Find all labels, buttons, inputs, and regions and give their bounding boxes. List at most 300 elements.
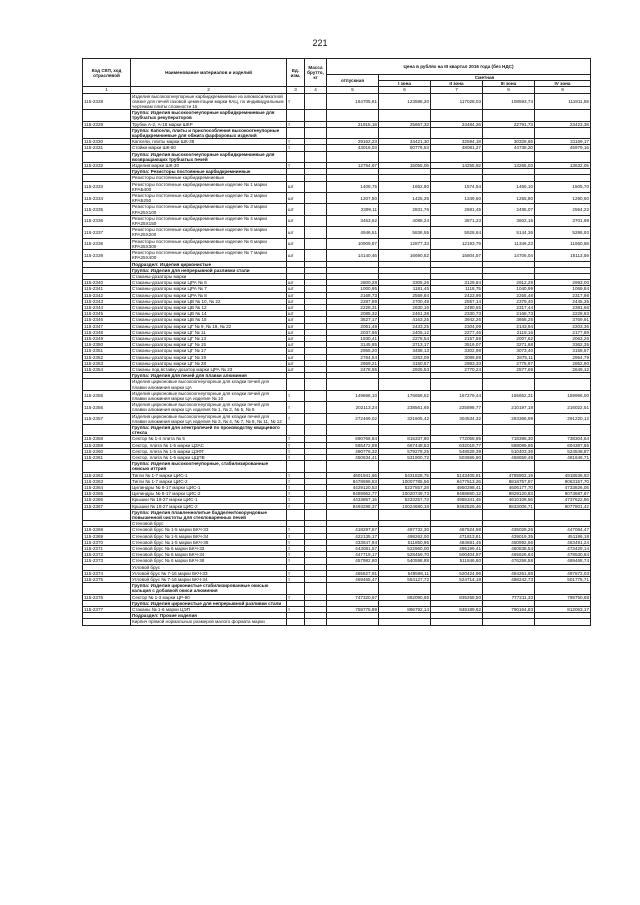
column-number: 4	[305, 87, 327, 93]
item-name: Группа: Изделия цирконистые для непрерывной разливки стали	[131, 600, 287, 606]
price-zone-2: 835268,50	[431, 594, 483, 600]
price-zone-2: 14255,92	[431, 163, 483, 169]
column-number: 8	[483, 87, 535, 93]
price-zone-2: 520424,96	[431, 570, 483, 576]
item-unit: шт	[287, 317, 305, 323]
price-zone-3: 2007,62	[483, 335, 535, 341]
item-unit: т	[287, 533, 305, 539]
item-unit: шт	[287, 304, 305, 310]
price-zone-1	[379, 461, 431, 472]
item-unit: т	[287, 485, 305, 491]
item-unit	[287, 509, 305, 520]
item-code: 115-2369	[83, 533, 131, 539]
price-zone-4: 2063,26	[535, 335, 591, 341]
item-code: 115-2332	[83, 163, 131, 169]
price-zone-1: 2925,53	[379, 366, 431, 372]
price-zone-2	[431, 110, 483, 121]
price-zone-4: 31169,17	[535, 139, 591, 145]
price-zone-2: 503666,90	[431, 455, 483, 461]
item-unit: т	[287, 497, 305, 503]
price-release: 443081,57	[327, 546, 379, 552]
price-zone-2	[431, 509, 483, 520]
item-name: Угловой брус № 7-16 марки БКЧ-34	[131, 577, 287, 583]
item-code: 115-2363	[83, 478, 131, 484]
item-code: 115-2337	[83, 227, 131, 238]
column-number: 9	[535, 87, 591, 93]
price-zone-2	[431, 619, 483, 625]
item-name: Резисторы постоянные карбидкремниевые изделие № 1 марки КРАБ400	[131, 181, 287, 192]
item-name: Сектор, плита № 1-5 марки ЦЭФГ	[131, 448, 287, 454]
price-zone-1: 10007785,56	[379, 478, 431, 484]
header-estimate: Сметная	[379, 75, 591, 81]
price-zone-3: 2775,97	[483, 360, 535, 366]
price-zone-4: 1290,60	[535, 193, 591, 204]
price-zone-3: 718395,30	[483, 436, 535, 442]
price-release	[327, 151, 379, 162]
item-unit: шт	[287, 193, 305, 204]
item-code: 115-2345	[83, 311, 131, 317]
item-unit: шт	[287, 311, 305, 317]
price-zone-3: 790164,83	[483, 607, 535, 613]
price-zone-4: 13632,05	[535, 163, 591, 169]
price-zone-4: 3362,35	[535, 342, 591, 348]
price-release: 272469,02	[327, 413, 379, 424]
item-code: 115-2355	[83, 390, 131, 401]
table-row	[83, 215, 591, 226]
price-zone-2: 632019,77	[431, 442, 483, 448]
price-zone-2: 15804,57	[431, 250, 483, 261]
price-zone-2: 225898,77	[431, 402, 483, 413]
price-zone-1: 123588,20	[379, 93, 431, 110]
price-zone-4	[535, 619, 591, 625]
price-release: 4433857,15	[327, 497, 379, 503]
item-name: Группа: Изделия плавленнолитые бадделеитокорундовые повышенной чистоты для стекловаренных печей	[131, 509, 287, 520]
price-release: 14140,46	[327, 250, 379, 261]
price-zone-1: 3305,26	[379, 280, 431, 286]
table-row	[83, 583, 591, 594]
item-unit: т	[287, 442, 305, 448]
item-name: Резисторы постоянные карбидкремниевые изделие № 2 марки КРАБ250	[131, 193, 287, 204]
price-zone-1: 10020749,73	[379, 491, 431, 497]
item-code: 115-2352	[83, 354, 131, 360]
item-unit: т	[287, 570, 305, 576]
item-name: Стаканы-дозаторы марки ЦВ № 15	[131, 317, 287, 323]
price-zone-1: 16690,52	[379, 250, 431, 261]
price-zone-3: 588089,85	[483, 442, 535, 448]
price-zone-3: 1255,80	[483, 193, 535, 204]
price-zone-2	[431, 583, 483, 594]
item-unit	[287, 619, 305, 625]
price-release: 8493298,37	[327, 503, 379, 509]
item-unit: т	[287, 594, 305, 600]
price-zone-4: 473429,14	[535, 546, 591, 552]
item-unit: шт	[287, 298, 305, 304]
item-unit	[287, 424, 305, 435]
item-unit: т	[287, 539, 305, 545]
price-release: 1930,41	[327, 335, 379, 341]
item-name: Группа: Изделия высокоогнеупорные, стабилизированные окисью иттрия	[131, 461, 287, 472]
item-mass	[305, 461, 327, 472]
price-zone-1: 15055,05	[379, 163, 431, 169]
item-name: Стаканы под вставку-дозатор марки ЦРА № 23	[131, 366, 287, 372]
item-mass	[305, 227, 327, 238]
item-code: 115-2359	[83, 442, 131, 448]
item-code	[83, 583, 131, 594]
item-unit: т	[287, 413, 305, 424]
item-unit: шт	[287, 323, 305, 329]
item-code: 115-2356	[83, 402, 131, 413]
price-zone-4: 45979,16	[535, 145, 591, 151]
price-zone-3: 13265,03	[483, 163, 535, 169]
price-zone-4: 738304,64	[535, 436, 591, 442]
price-release: 12754,67	[327, 163, 379, 169]
price-zone-2: 2983,33	[431, 360, 483, 366]
item-code: 115-2333	[83, 181, 131, 192]
item-unit: шт	[287, 354, 305, 360]
item-unit: т	[287, 491, 305, 497]
price-zone-3: 439019,35	[483, 533, 535, 539]
price-release: 8478698,53	[327, 478, 379, 484]
item-code: 115-2336	[83, 215, 131, 226]
price-zone-1: 1662,80	[379, 181, 431, 192]
price-release: 4601941,66	[327, 472, 379, 478]
price-zone-1: 5431828,75	[379, 472, 431, 478]
item-unit: т	[287, 577, 305, 583]
item-code: 115-2362	[83, 472, 131, 478]
table-row	[83, 93, 591, 110]
price-zone-3: 450992,66	[483, 539, 535, 545]
price-zone-2: 2557,14	[431, 298, 483, 304]
item-code: 115-2374	[83, 570, 131, 576]
price-release: 433647,94	[327, 539, 379, 545]
price-zone-2: 5528,64	[431, 227, 483, 238]
item-code: 115-2348	[83, 329, 131, 335]
price-zone-4: 9063157,70	[535, 478, 591, 484]
price-zone-4	[535, 379, 591, 390]
item-unit: шт	[287, 335, 305, 341]
price-zone-3: 283366,99	[483, 413, 535, 424]
price-zone-1: 238561,65	[379, 402, 431, 413]
price-zone-1: 540598,88	[379, 558, 431, 564]
price-zone-2: 2304,09	[431, 323, 483, 329]
item-code: 115-2357	[83, 413, 131, 424]
price-zone-2: 24484,26	[431, 121, 483, 127]
item-mass	[305, 379, 327, 390]
price-zone-3	[483, 509, 535, 520]
price-zone-3: 488242,73	[483, 577, 535, 583]
item-name: Сектор, плита № 1-5 марки ЦЗАС	[131, 442, 287, 448]
price-release: 469465,47	[327, 577, 379, 583]
item-name: Сектор, плита № 1-5 марки ЦЦПВ	[131, 455, 287, 461]
price-zone-3	[483, 379, 535, 390]
item-name: Стеновой брус № 1-5 марки БКЧ-34	[131, 533, 287, 539]
price-zone-3: 44738,20	[483, 145, 535, 151]
item-mass	[305, 93, 327, 110]
item-unit: шт	[287, 280, 305, 286]
price-zone-4: 451186,18	[535, 533, 591, 539]
price-zone-4: 2177,89	[535, 329, 591, 335]
item-unit: т	[287, 552, 305, 558]
price-zone-2: 48081,27	[431, 145, 483, 151]
price-zone-1: 1181,45	[379, 286, 431, 292]
item-name: Группа: Изделия для электропечей по производству кварцевого стекла	[131, 424, 287, 435]
price-zone-2: 167279,44	[431, 390, 483, 401]
item-name: Группа: Изделия высокоогнеупорные карбидкремниевые для трубчатых рекуператоров	[131, 110, 287, 121]
price-zone-1: 12877,33	[379, 238, 431, 249]
price-zone-1: 554127,72	[379, 577, 431, 583]
item-code: 115-2364	[83, 485, 131, 491]
price-zone-2: 484681,45	[431, 539, 483, 545]
price-zone-4: 2954,79	[535, 354, 591, 360]
price-zone-3: 30328,65	[483, 139, 535, 145]
item-name: Группа: Капсели, плиты и приспособления высокоогнеупорные карбидкремниевые для обжига фарфоровых изделий	[131, 127, 287, 138]
price-zone-1	[379, 127, 431, 138]
price-zone-3: 8818757,87	[483, 478, 535, 484]
price-zone-1: 2278,54	[379, 335, 431, 341]
price-zone-1: 176658,52	[379, 390, 431, 401]
item-name: Резисторы постоянные карбидкремниевые изделие № 7 марки КРА25Х400	[131, 250, 287, 261]
item-unit	[287, 110, 305, 121]
table-row	[83, 238, 591, 249]
item-name: Сектор № 1-4 плита № 5	[131, 436, 287, 442]
price-zone-1: 896792,14	[379, 607, 431, 613]
item-code: 115-2360	[83, 448, 131, 454]
item-name: Стаканы-дозаторы марки	[131, 273, 287, 279]
price-release	[327, 424, 379, 435]
page-number: 221	[312, 38, 328, 48]
price-zone-3: 108593,74	[483, 93, 535, 110]
item-code: 115-2372	[83, 552, 131, 558]
price-zone-3: 1465,10	[483, 181, 535, 192]
price-zone-2: 2330,73	[431, 311, 483, 317]
price-zone-1: 2461,38	[379, 311, 431, 317]
price-release	[327, 127, 379, 138]
item-name: Стеновой брус № 1-5 марки БКЧ-38	[131, 539, 287, 545]
price-zone-1	[379, 509, 431, 520]
item-name: Стаканы-дозаторы марки ЦГ № 13	[131, 335, 287, 341]
price-zone-4: 481646,71	[535, 455, 591, 461]
price-zone-1: 3263,09	[379, 354, 431, 360]
item-mass	[305, 181, 327, 192]
price-zone-1	[379, 619, 431, 625]
table-row	[83, 110, 591, 121]
header-release: отпускная	[327, 75, 379, 87]
column-number: 5	[327, 87, 379, 93]
table-header	[83, 59, 591, 94]
item-mass	[305, 413, 327, 424]
item-code	[83, 151, 131, 162]
price-zone-1: 2831,76	[379, 204, 431, 215]
item-code: 115-2368	[83, 527, 131, 533]
item-code: 115-2329	[83, 121, 131, 127]
item-name: Стеновой брус	[131, 521, 287, 527]
item-code: 115-2330	[83, 139, 131, 145]
item-name: Резисторы постоянные карбидкремниевые изделие № 4 марки КРА25Х150	[131, 215, 287, 226]
item-name: Изделия цирконовые высокоогнеупорные для кладки печей для плавки алюминия марки ЦА изделия № 1, № 2, № 5, № 6	[131, 402, 287, 413]
item-unit: шт	[287, 292, 305, 298]
item-name: Цилиндры № 8-17 марки ЦИС-1	[131, 485, 287, 491]
column-number: 2	[131, 87, 287, 93]
price-zone-4: 524548,87	[535, 448, 591, 454]
price-release: 2669,21	[327, 360, 379, 366]
item-code	[83, 509, 131, 520]
price-zone-3	[483, 151, 535, 162]
item-name: Изделия высокоогнеупорные карбидкремниевые из алюмосиликатной связке для печей газовой цементации марки КАЦ, по индивидуальным чертежам плиты сложности 15	[131, 93, 287, 110]
item-name: Цилиндры № 8-17 марки ЦИС-2	[131, 491, 287, 497]
price-zone-3: 3602,15	[483, 215, 535, 226]
item-mass	[305, 204, 327, 215]
item-unit: т	[287, 402, 305, 413]
price-zone-4: 2317,98	[535, 292, 591, 298]
item-unit: т	[287, 139, 305, 145]
item-mass	[305, 193, 327, 204]
item-name: Группа: Изделия для печей для плавки алюминия	[131, 373, 287, 379]
item-unit: шт	[287, 215, 305, 226]
item-name: Изделия цирконовые высокоогнеупорные для кладки печей для плавки алюминия марки ЦА	[131, 379, 287, 390]
price-release: 2800,28	[327, 280, 379, 286]
item-unit: т	[287, 436, 305, 442]
price-release: 422135,17	[327, 533, 379, 539]
price-zone-1: 4088,24	[379, 215, 431, 226]
price-zone-3: 2875,11	[483, 354, 535, 360]
price-zone-2	[431, 424, 483, 435]
item-name: Резисторы постоянные карбидкремниевые изделие № 5 марки КРА25Х200	[131, 227, 287, 238]
item-code	[83, 461, 131, 472]
item-code: 115-2338	[83, 238, 131, 249]
price-zone-4: 497672,03	[535, 570, 591, 576]
price-zone-4: 2228,83	[535, 311, 591, 317]
price-zone-1: 549598,11	[379, 570, 431, 576]
price-zone-4: 9077801,42	[535, 503, 591, 509]
item-code: 115-2341	[83, 286, 131, 292]
price-release: 490776,32	[327, 448, 379, 454]
table-row	[83, 250, 591, 261]
price-release	[327, 379, 379, 390]
price-zone-3: 14706,04	[483, 250, 535, 261]
price-zone-4	[535, 127, 591, 138]
price-zone-2: 511846,60	[431, 558, 483, 564]
price-zone-4: 1505,70	[535, 181, 591, 192]
item-code: 115-2371	[83, 546, 131, 552]
price-zone-4: 798750,68	[535, 594, 591, 600]
item-mass	[305, 250, 327, 261]
price-zone-4	[535, 509, 591, 520]
price-zone-3	[483, 461, 535, 472]
price-zone-1: 25667,32	[379, 121, 431, 127]
price-release: 4946,51	[327, 227, 379, 238]
table-row	[83, 390, 591, 401]
item-unit: шт	[287, 238, 305, 249]
price-zone-2: 9488860,12	[431, 491, 483, 497]
item-unit: шт	[287, 348, 305, 354]
price-zone-2: 772058,95	[431, 436, 483, 442]
price-zone-3: 476258,58	[483, 558, 535, 564]
item-name: Изделия марки ШК-30	[131, 163, 287, 169]
item-code: 115-2361	[83, 455, 131, 461]
price-zone-1: 667448,53	[379, 442, 431, 448]
item-name: Стеновой брус № 1-5 марки БКЧ-33	[131, 527, 287, 533]
item-name: Крышки № 18-27 марки ЦИС-1	[131, 497, 287, 503]
column-number: 3	[287, 87, 305, 93]
price-zone-3: 5144,36	[483, 227, 535, 238]
item-unit: шт	[287, 360, 305, 366]
item-name: Изделия цирконовые высокоогнеупорные для кладки печей для плавки алюминия марки ЦА изделия № 3, № 4, № 7, № 8, № 11, № 12	[131, 413, 287, 424]
price-zone-1: 3150,57	[379, 360, 431, 366]
item-unit: т	[287, 390, 305, 401]
price-zone-4: 23423,38	[535, 121, 591, 127]
item-code: 115-2366	[83, 497, 131, 503]
price-zone-3: 155652,31	[483, 390, 535, 401]
price-zone-2: 2770,24	[431, 366, 483, 372]
item-code: 115-2358	[83, 436, 131, 442]
price-release: 2478,55	[327, 366, 379, 372]
price-zone-2: 524714,18	[431, 577, 483, 583]
price-zone-2: 32594,18	[431, 139, 483, 145]
price-zone-2: 471813,81	[431, 533, 483, 539]
table-row	[83, 227, 591, 238]
table-row	[83, 509, 591, 520]
item-name: Стеновой брус № 6 марки БКЧ-38	[131, 558, 287, 564]
item-code: 115-2377	[83, 607, 131, 613]
price-zone-4: 489468,74	[535, 558, 591, 564]
price-zone-3	[483, 619, 535, 625]
price-zone-2: 3129,84	[431, 280, 483, 286]
item-mass	[305, 127, 327, 138]
price-zone-3: 4606177,70	[483, 485, 535, 491]
price-release: 2061,49	[327, 323, 379, 329]
price-zone-3: 2577,69	[483, 366, 535, 372]
item-unit: шт	[287, 250, 305, 261]
item-code: 115-2347	[83, 323, 131, 329]
item-unit	[287, 151, 305, 162]
item-unit: т	[287, 121, 305, 127]
price-table	[82, 58, 591, 626]
item-mass	[305, 583, 327, 594]
item-name: Группа: Изделия цирконистые стабилизированные окисью кальция с добавкой окиси алюминия	[131, 583, 287, 594]
item-name: Угловой брус № 7-16 марки БКЧ-33	[131, 570, 287, 576]
item-name: Стаканы-дозаторы марки ЦРА № 8	[131, 292, 287, 298]
item-name: Угловой брус	[131, 564, 287, 570]
item-code: 115-2365	[83, 491, 131, 497]
price-release: 690766,84	[327, 436, 379, 442]
price-release: 457982,80	[327, 558, 379, 564]
price-zone-3: 4785902,19	[483, 472, 535, 478]
price-zone-3: 8833006,71	[483, 503, 535, 509]
item-mass	[305, 151, 327, 162]
price-zone-2	[431, 461, 483, 472]
item-code	[83, 424, 131, 435]
price-zone-3: 8829120,83	[483, 491, 535, 497]
table-row	[83, 461, 591, 472]
price-zone-4: 2993,00	[535, 280, 591, 286]
price-zone-4: 1069,84	[535, 286, 591, 292]
item-unit: т	[287, 546, 305, 552]
item-mass	[305, 424, 327, 435]
price-release: 2287,89	[327, 298, 379, 304]
price-zone-2: 3516,07	[431, 342, 483, 348]
price-zone-1: 3713,17	[379, 342, 431, 348]
item-name: Крышки № 18-27 марки ЦИС-2	[131, 503, 287, 509]
price-zone-1: 528459,70	[379, 552, 431, 558]
price-zone-4: 4733826,05	[535, 485, 591, 491]
price-zone-4: 604387,86	[535, 442, 591, 448]
price-release: 3453,62	[327, 215, 379, 226]
price-zone-4: 3769,91	[535, 317, 591, 323]
item-unit: шт	[287, 366, 305, 372]
item-mass	[305, 402, 327, 413]
price-zone-2: 849189,62	[431, 607, 483, 613]
price-zone-2: 1349,60	[431, 193, 483, 204]
